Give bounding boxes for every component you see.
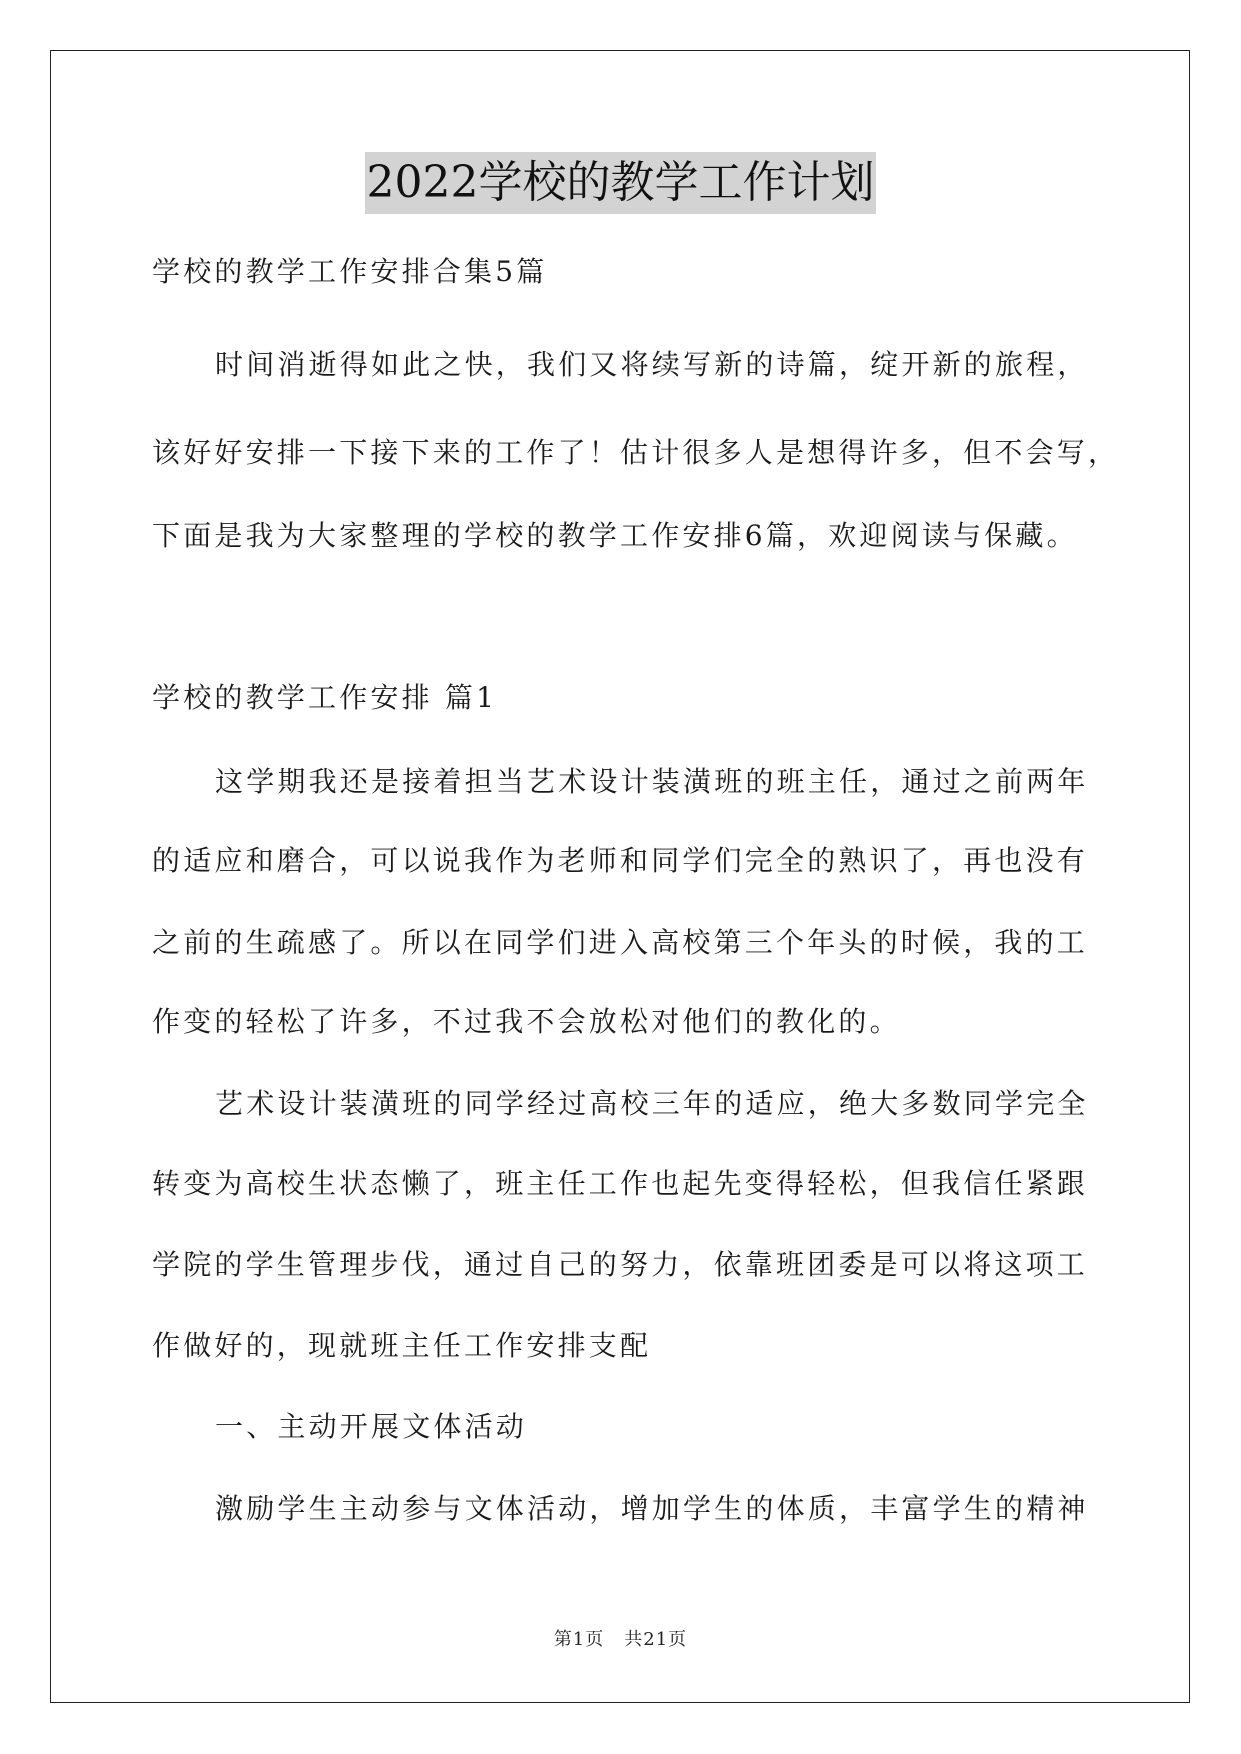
paragraph-line: 之前的生疏感了。所以在同学们进入高校第三个年头的时候，我的工 — [152, 926, 1089, 959]
list-heading: 一、主动开展文体活动 — [215, 1410, 528, 1443]
paragraph-line: 这学期我还是接着担当艺术设计装潢班的班主任，通过之前两年 — [215, 765, 1089, 798]
paragraph-line: 学院的学生管理步伐，通过自己的努力，依靠班团委是可以将这项工 — [152, 1248, 1089, 1281]
paragraph-line: 下面是我为大家整理的学校的教学工作安排6篇，欢迎阅读与保藏。 — [152, 519, 1078, 552]
section-heading: 学校的教学工作安排 篇1 — [152, 681, 498, 714]
paragraph-line: 转变为高校生状态懒了，班主任工作也起先变得轻松，但我信任紧跟 — [152, 1167, 1089, 1200]
paragraph-line: 该好好安排一下接下来的工作了！估计很多人是想得许多，但不会写， — [152, 436, 1120, 469]
page-footer — [0, 1628, 1241, 1652]
page-number: 第1页 — [553, 1629, 605, 1650]
page-total: 共21页 — [624, 1629, 688, 1650]
paragraph-line: 作做好的，现就班主任工作安排支配 — [152, 1329, 652, 1362]
title-container — [0, 152, 1241, 214]
paragraph-line: 激励学生主动参与文体活动，增加学生的体质，丰富学生的精神 — [215, 1492, 1089, 1525]
document-title: 2022学校的教学工作计划 — [365, 152, 877, 214]
paragraph-line: 时间消逝得如此之快，我们又将续写新的诗篇，绽开新的旅程， — [215, 348, 1089, 381]
document-subtitle: 学校的教学工作安排合集5篇 — [152, 255, 548, 288]
paragraph-line: 的适应和磨合，可以说我作为老师和同学们完全的熟识了，再也没有 — [152, 844, 1089, 877]
paragraph-line: 作变的轻松了许多，不过我不会放松对他们的教化的。 — [152, 1005, 901, 1038]
paragraph-line: 艺术设计装潢班的同学经过高校三年的适应，绝大多数同学完全 — [215, 1087, 1089, 1120]
